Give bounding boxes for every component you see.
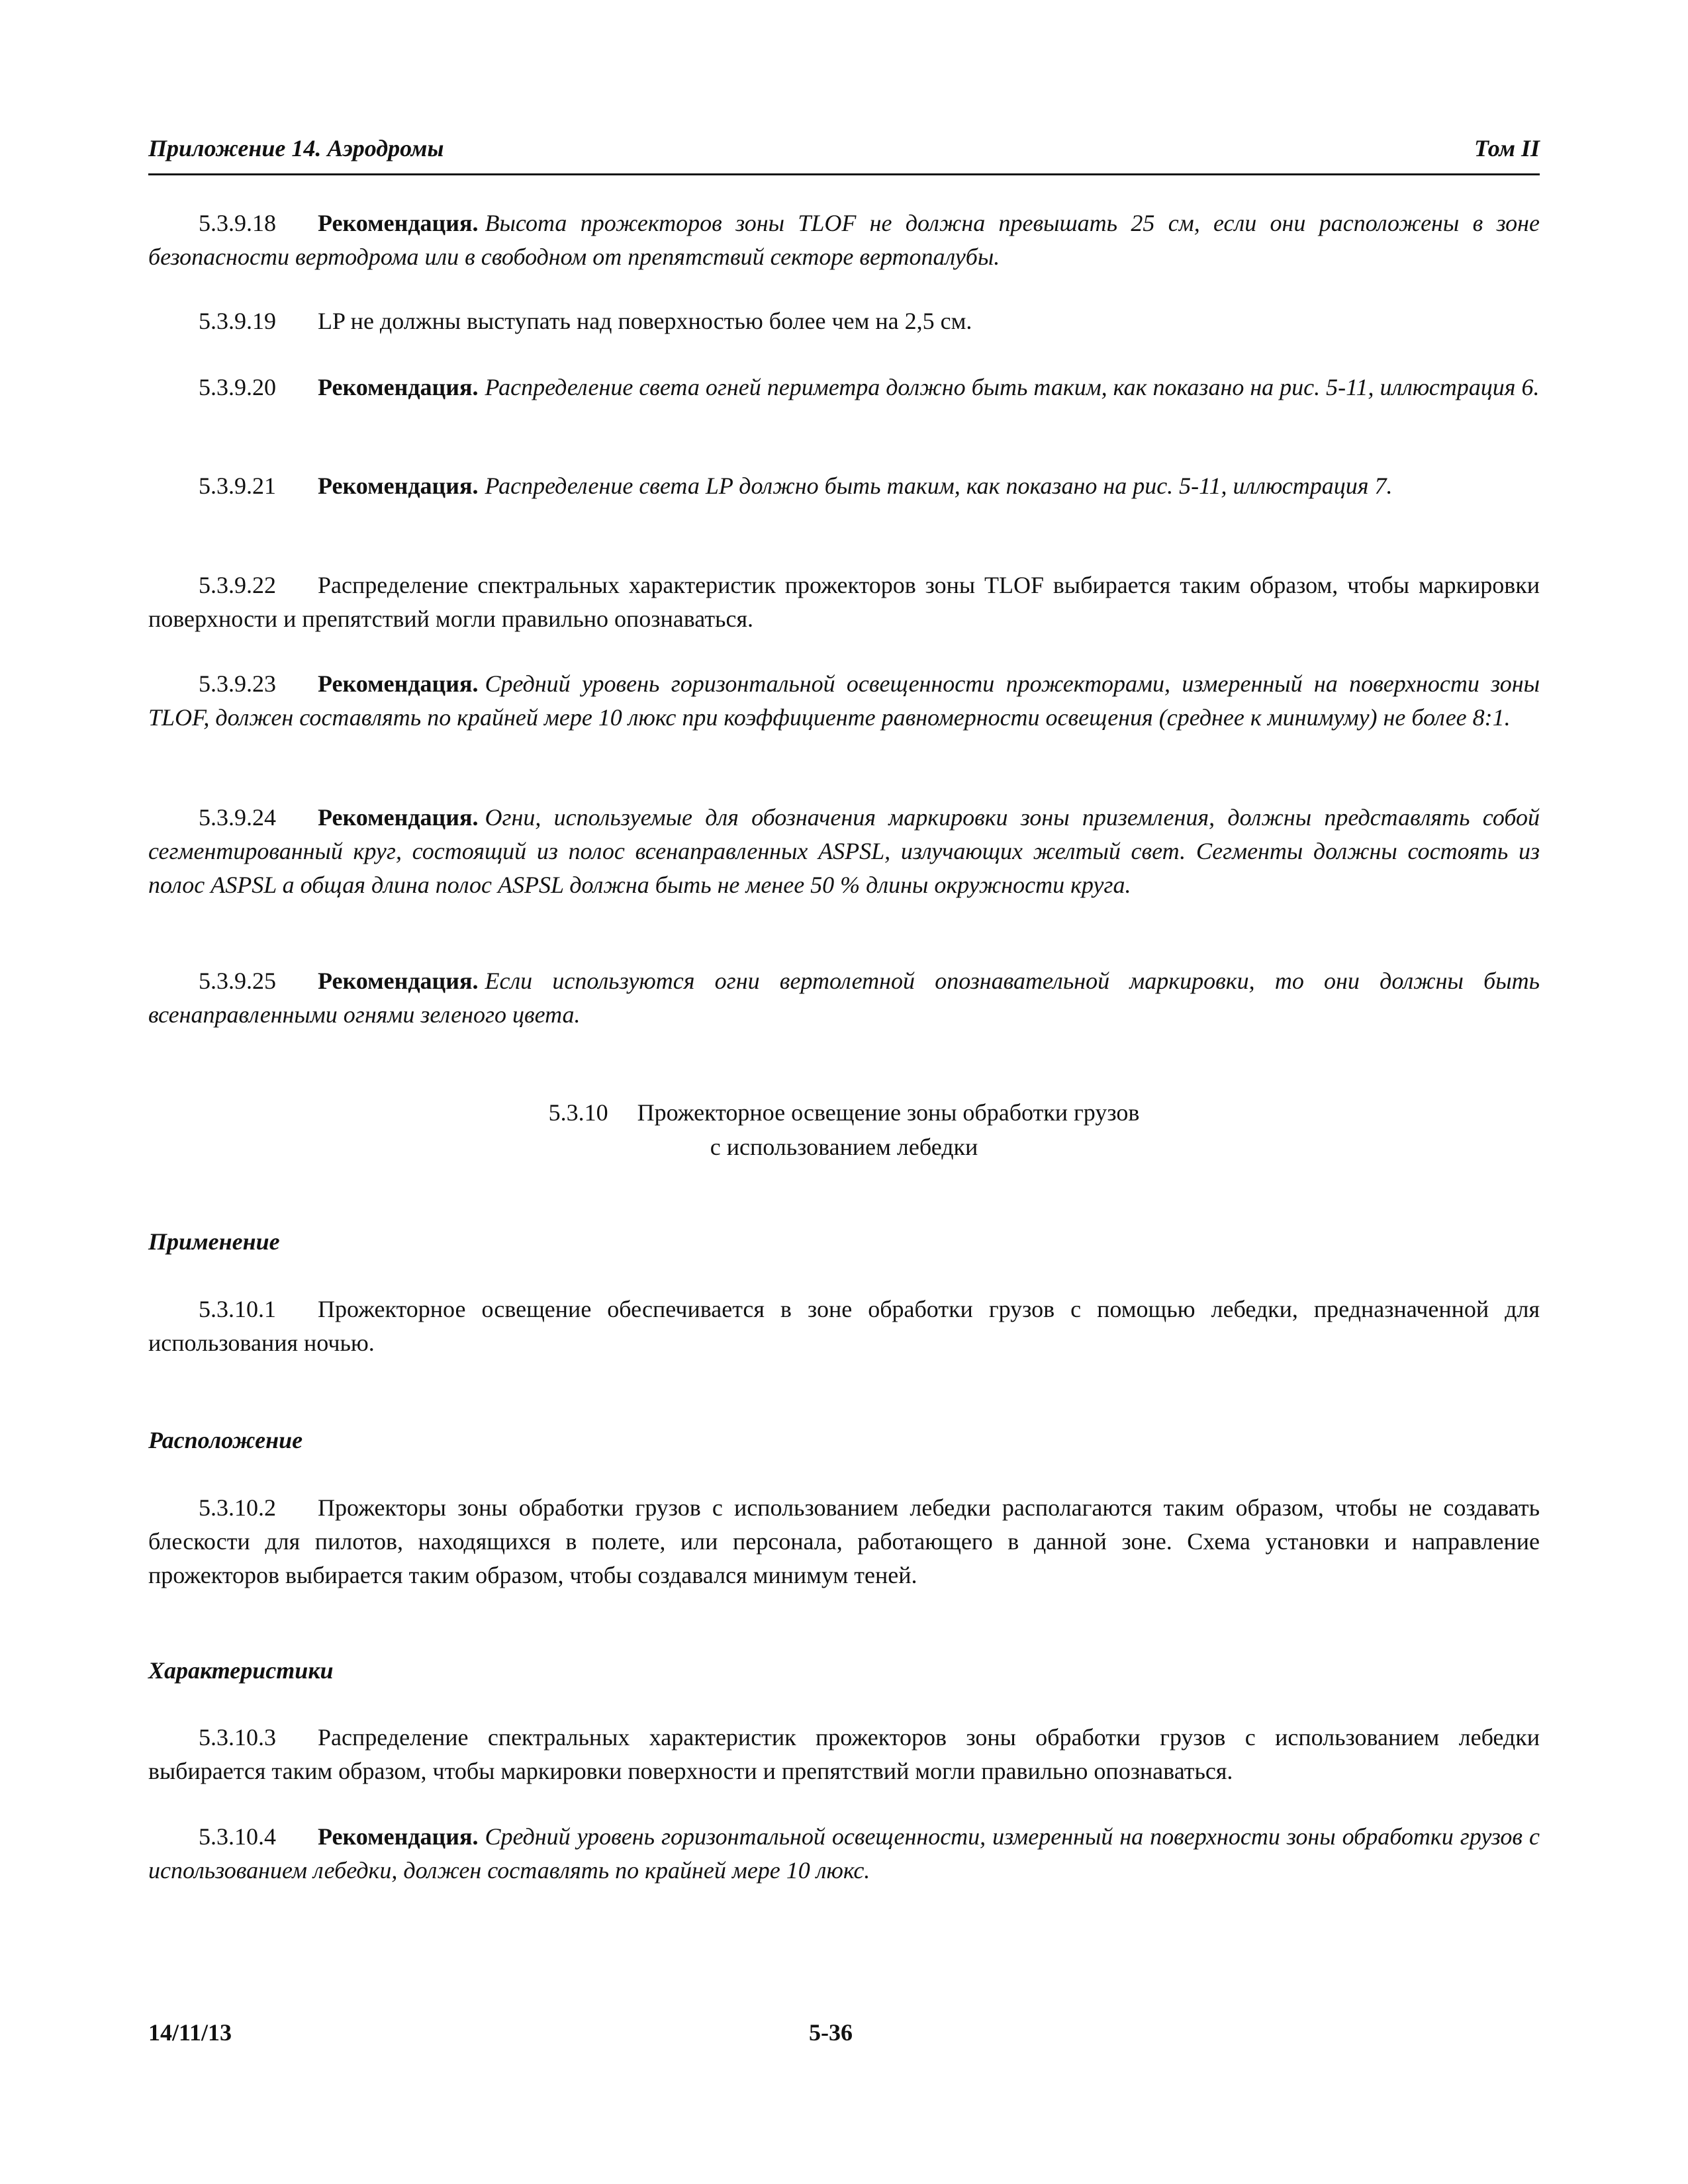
recommendation-label: Рекомендация. bbox=[318, 968, 479, 994]
paragraph-number: 5.3.10.4 bbox=[199, 1823, 276, 1850]
paragraph-5-3-10-3 bbox=[148, 1721, 1540, 1788]
paragraph-text: Если используются огни вертолетной опознавательной маркировки, то они должны быть всенаправленными огнями зеленого цвета. bbox=[148, 968, 1540, 1028]
footer-page-number: 5-36 bbox=[809, 2019, 853, 2046]
paragraph-5-3-9-18 bbox=[148, 206, 1540, 274]
recommendation-label: Рекомендация. bbox=[318, 473, 479, 499]
paragraph-5-3-9-25 bbox=[148, 964, 1540, 1032]
paragraph-text: Высота прожекторов зоны TLOF не должна превышать 25 см, если они расположены в зоне безопасности вертодрома или в свободном от препятствий секторе вертопалубы. bbox=[148, 210, 1540, 270]
paragraph-number: 5.3.9.25 bbox=[199, 968, 276, 994]
recommendation-label: Рекомендация. bbox=[318, 374, 479, 400]
section-title-line-1 bbox=[148, 1095, 1540, 1130]
section-number: 5.3.10 bbox=[548, 1099, 608, 1126]
paragraph-number: 5.3.9.20 bbox=[199, 374, 276, 400]
section-title bbox=[148, 1095, 1540, 1164]
recommendation-label: Рекомендация. bbox=[318, 1823, 479, 1850]
subheading-location: Расположение bbox=[148, 1427, 303, 1453]
footer-date: 14/11/13 bbox=[148, 2019, 232, 2046]
paragraph-number: 5.3.10.2 bbox=[199, 1494, 276, 1521]
paragraph-text: Распределение спектральных характеристик прожекторов зоны TLOF выбирается таким образом, чтобы маркировки поверхности и препятствий могли правильно опознаваться. bbox=[148, 572, 1540, 632]
paragraph-5-3-9-24 bbox=[148, 801, 1540, 902]
paragraph-number: 5.3.9.19 bbox=[199, 308, 276, 334]
paragraph-number: 5.3.9.18 bbox=[199, 210, 276, 236]
header-divider bbox=[148, 173, 1540, 175]
paragraph-5-3-9-21 bbox=[148, 469, 1540, 503]
paragraph-number: 5.3.10.1 bbox=[199, 1296, 276, 1322]
recommendation-label: Рекомендация. bbox=[318, 210, 479, 236]
paragraph-5-3-9-19 bbox=[148, 304, 1540, 338]
header-volume: Том II bbox=[1474, 135, 1540, 161]
subheading-characteristics: Характеристики bbox=[148, 1657, 334, 1684]
paragraph-text: Средний уровень горизонтальной освещенности прожекторами, измеренный на поверхности зоны TLOF, должен составлять по крайней мере 10 люкс при коэффициенте равномерности освещения (среднее к минимуму) не более 8:1. bbox=[148, 670, 1540, 731]
paragraph-5-3-9-23 bbox=[148, 667, 1540, 735]
paragraph-5-3-10-2 bbox=[148, 1491, 1540, 1592]
running-header bbox=[148, 134, 1540, 171]
paragraph-5-3-10-4 bbox=[148, 1820, 1540, 1888]
paragraph-5-3-10-1 bbox=[148, 1293, 1540, 1360]
paragraph-number: 5.3.9.23 bbox=[199, 670, 276, 697]
paragraph-number: 5.3.10.3 bbox=[199, 1724, 276, 1751]
section-title-text: Прожекторное освещение зоны обработки грузов bbox=[637, 1099, 1140, 1126]
header-title: Приложение 14. Аэродромы bbox=[148, 135, 444, 161]
subheading-application: Применение bbox=[148, 1228, 280, 1255]
paragraph-text: Средний уровень горизонтальной освещенности, измеренный на поверхности зоны обработки грузов с использованием лебедки, должен составлять по крайней мере 10 люкс. bbox=[148, 1823, 1540, 1884]
recommendation-label: Рекомендация. bbox=[318, 670, 479, 697]
paragraph-text: Огни, используемые для обозначения маркировки зоны приземления, должны представлять собой сегментированный круг, состоящий из полос всенаправленных ASPSL, излучающих желтый свет. Сегменты должны состоять из полос ASPSL а общая длина полос ASPSL должна быть не менее 50 % длины окружности круга. bbox=[148, 804, 1540, 898]
paragraph-text: Распределение света огней периметра должно быть таким, как показано на рис. 5-11, иллюстрация 6. bbox=[485, 374, 1540, 400]
paragraph-5-3-9-20 bbox=[148, 371, 1540, 404]
paragraph-number: 5.3.9.22 bbox=[199, 572, 276, 598]
paragraph-5-3-9-22 bbox=[148, 569, 1540, 636]
section-title-line-2: с использованием лебедки bbox=[710, 1134, 978, 1160]
recommendation-label: Рекомендация. bbox=[318, 804, 479, 831]
paragraph-text: Прожекторы зоны обработки грузов с использованием лебедки располагаются таким образом, чтобы не создавать блескости для пилотов, находящихся в полете, или персонала, работающего в данной зоне. Схема установки и направление прожекторов выбирается таким образом, чтобы создавался минимум теней. bbox=[148, 1494, 1540, 1588]
paragraph-text: LP не должны выступать над поверхностью более чем на 2,5 см. bbox=[318, 308, 972, 334]
paragraph-number: 5.3.9.24 bbox=[199, 804, 276, 831]
paragraph-text: Прожекторное освещение обеспечивается в зоне обработки грузов с помощью лебедки, предназначенной для использования ночью. bbox=[148, 1296, 1540, 1356]
paragraph-text: Распределение света LP должно быть таким, как показано на рис. 5-11, иллюстрация 7. bbox=[485, 473, 1393, 499]
paragraph-number: 5.3.9.21 bbox=[199, 473, 276, 499]
paragraph-text: Распределение спектральных характеристик прожекторов зоны обработки грузов с использованием лебедки выбирается таким образом, чтобы маркировки поверхности и препятствий могли правильно опознаваться. bbox=[148, 1724, 1540, 1784]
